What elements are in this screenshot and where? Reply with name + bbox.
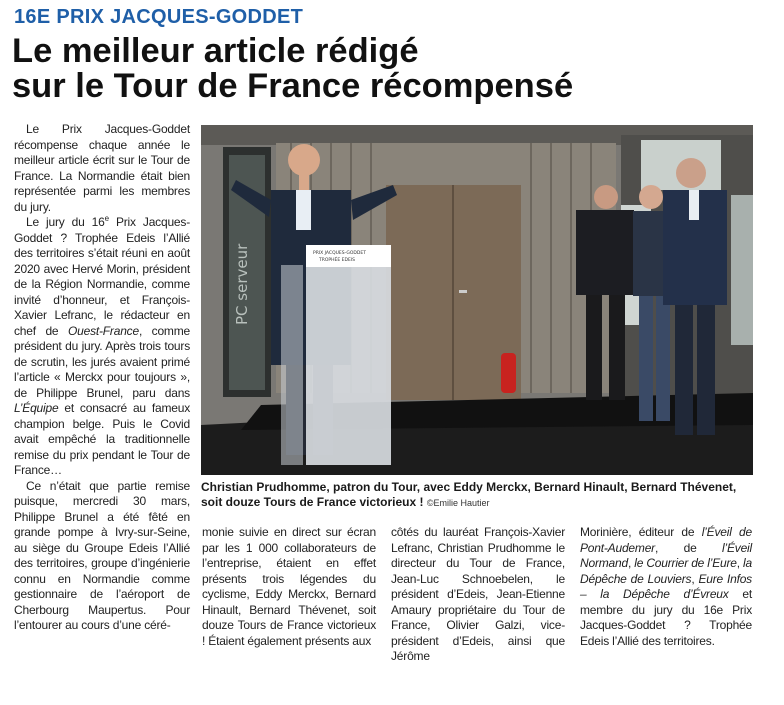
text-column-4: [580, 525, 752, 649]
text-column-3: [391, 525, 565, 665]
paragraph-ceremony: Ce n’était que partie remise puisque, mercredi 30 mars, Philippe Brunel a été fêté en grande pompe à Ivry-sur-Seine, au siège du Groupe Edeis l’Allié des territoires, groupe d’ingénierie connu en Normandie comme gestionnaire de l’aéroport de Cherbourg Maupertus. Pour l’entourer au cours d’une céré-: [14, 478, 190, 632]
paragraph-intro: Le Prix Jacques-Goddet récompense chaque année le meilleur article écrit sur le Tour de France. La Normandie était bien représentée parmi les membres du jury.: [14, 122, 190, 214]
podium-label-2: TROPHÉE EDEIS: [319, 258, 355, 263]
text-column-2: [202, 525, 376, 649]
photo-caption: [201, 480, 756, 511]
article-headline: [12, 34, 772, 104]
paragraph-jury: Le jury du 16e Prix Jacques-Goddet ? Trophée Edeis l’Allié des territoires s’était réuni en août 2020 avec Hervé Morin, président de la Région Normandie, comme invité d’honneur, et François-Xavier Lefranc, le rédacteur en chef de Ouest-France, comme président du jury. Après trois tours de scrutin, les jurés avaient primé l’article « Merckx pour toujours », de Philippe Brunel, paru dans L’Équipe et consacré au fameux champion belge. Puis le Covid avait empêché la traditionnelle remise du prix pendant le Tour de France…: [14, 214, 190, 477]
paragraph-col4: Morinière, éditeur de l’Éveil de Pont-Audemer, de l’Éveil Normand, le Courrier de l’Eure, la Dépêche de Louviers, Eure Infos – la Dépêche d’Évreux et membre du jury du 16e Prix Jacques-Goddet ? Trophée Edeis l’Allié des territoires.: [580, 525, 752, 648]
photo-credit: ©Emilie Hautier: [426, 498, 490, 508]
wall-sign: PC serveur: [233, 243, 251, 325]
paragraph-col2: monie suivie en direct sur écran par les 1 000 collaborateurs de l’entreprise, étaient en effet présents trois légendes du cyclisme, Eddy Merckx, Bernard Hinault, Bernard Thévenet, soit douze Tours de France victorieux ! Étaient également présents aux: [202, 525, 376, 648]
headline-line-2: sur le Tour de France récompensé: [12, 67, 574, 105]
photo-illustration: [201, 125, 753, 475]
article-photo: [201, 125, 753, 475]
caption-text: Christian Prudhomme, patron du Tour, avec Eddy Merckx, Bernard Hinault, Bernard Thévenet, soit douze Tours de France victorieux !: [201, 480, 737, 509]
paragraph-col3: côtés du lauréat François-Xavier Lefranc, Christian Prudhomme le directeur du Tour de France, Jean-Luc Schnoebelen, le président d’Edeis, Jean-Etienne Amaury propriétaire du Tour de France, Olivier Galzi, vice-président d’Edeis, ainsi que Jérôme: [391, 525, 565, 663]
text-column-1: [14, 122, 190, 634]
article-kicker: 16E PRIX JACQUES-GODDET: [14, 6, 304, 28]
podium-label-1: PRIX JACQUES-GODDET: [313, 251, 366, 256]
headline-line-1: Le meilleur article rédigé: [12, 32, 419, 70]
